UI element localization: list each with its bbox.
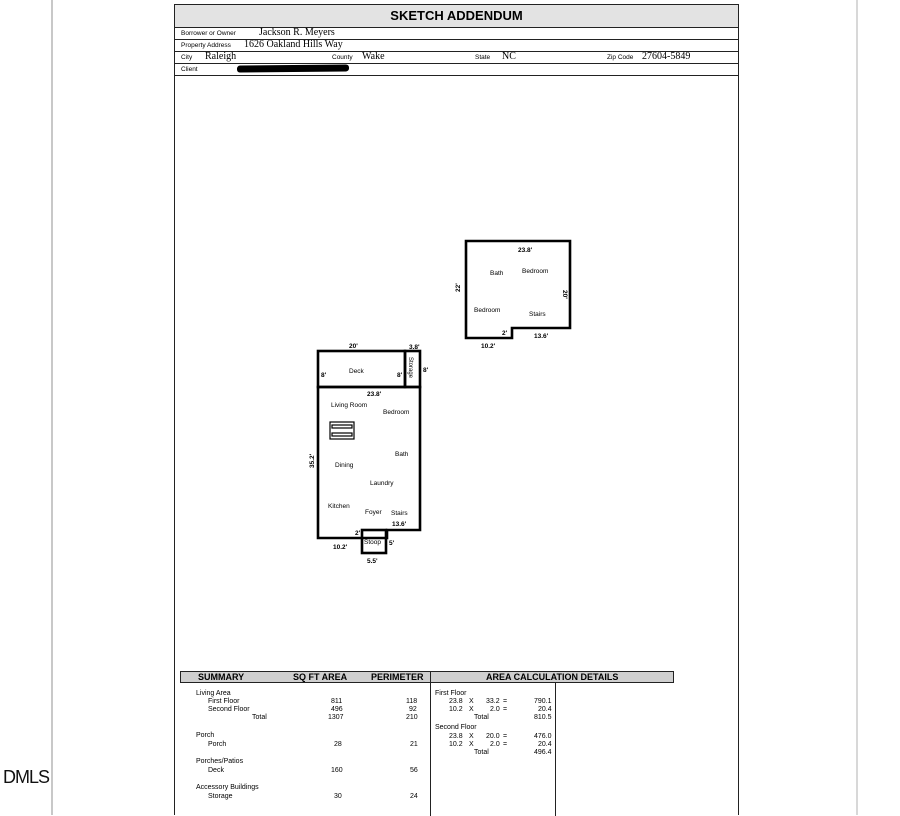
sf-row1-value: 476.0 — [534, 733, 552, 740]
ff-row1-eq: = — [503, 698, 508, 705]
total-label: Total — [252, 714, 267, 721]
floor-plan-svg — [175, 76, 737, 672]
details-divider — [555, 683, 556, 816]
page-edge-left — [51, 0, 53, 815]
address-value: 1626 Oakland Hills Way — [244, 39, 343, 50]
page-title: SKETCH ADDENDUM — [175, 5, 738, 28]
ff-total-label: Total — [474, 714, 489, 721]
county-label: County — [332, 54, 353, 61]
room-bath: Bath — [395, 451, 409, 458]
fireplace-symbol — [330, 422, 354, 439]
summary-header-bar — [180, 671, 431, 683]
details-heading: AREA CALCULATION DETAILS — [486, 672, 619, 682]
details-header-bar — [430, 671, 674, 683]
sf-row1-a: 23.8 — [449, 733, 463, 740]
deck-sqft: 160 — [331, 767, 343, 774]
sf-top-dim: 23.8' — [518, 247, 533, 254]
stoop-width-dim: 5.5' — [367, 558, 378, 565]
room-stairs: Stairs — [391, 510, 408, 517]
city-value: Raleigh — [205, 51, 237, 62]
ff-row2-b: 2.0 — [490, 706, 500, 713]
deck-label: Deck — [208, 767, 224, 774]
sf-right-dim: 20' — [561, 290, 568, 299]
second-floor-label: Second Floor — [208, 706, 250, 713]
sf-total-value: 496.4 — [534, 749, 552, 756]
patio-group: Porches/Patios — [196, 758, 244, 765]
sketch-addendum-sheet — [174, 4, 739, 815]
ff-bottom-left-dim: 10.2' — [333, 544, 348, 551]
room-kitchen: Kitchen — [328, 503, 350, 510]
deck-label: Deck — [349, 368, 364, 375]
area-summary — [180, 671, 674, 816]
zip-label: Zip Code — [607, 54, 634, 61]
address-label: Property Address — [181, 42, 231, 49]
storage-width-dim: 3.8' — [409, 344, 420, 351]
borrower-value: Jackson R. Meyers — [259, 27, 335, 38]
deck-right-dim: 8' — [397, 372, 403, 379]
second-floor-outline — [466, 241, 570, 338]
ff-notch-dim: 2' — [355, 530, 361, 537]
sf-row2-x: X — [469, 741, 474, 748]
summary-heading: SUMMARY — [198, 672, 245, 682]
deck-width-dim: 20' — [349, 343, 358, 350]
room-foyer: Foyer — [365, 509, 382, 516]
state-value: NC — [502, 51, 516, 62]
county-value: Wake — [362, 51, 385, 62]
ff-row1-x: X — [469, 698, 474, 705]
deck-left-dim: 8' — [321, 372, 327, 379]
room-dining: Dining — [335, 462, 354, 469]
accessory-group: Accessory Buildings — [196, 784, 259, 791]
sf-row1-eq: = — [503, 733, 508, 740]
ff-row2-x: X — [469, 706, 474, 713]
living-area-group: Living Area — [196, 690, 231, 697]
ff-row2-a: 10.2 — [449, 706, 463, 713]
deck-perimeter: 56 — [410, 767, 418, 774]
second-floor-sqft: 496 — [331, 706, 343, 713]
second-floor-perimeter: 92 — [409, 706, 417, 713]
first-floor-label: First Floor — [208, 698, 240, 705]
storage-sqft: 30 — [334, 793, 342, 800]
total-sqft: 1307 — [328, 714, 344, 721]
ff-row1-value: 790.1 — [534, 698, 552, 705]
client-label: Client — [181, 66, 198, 73]
stoop-label: Stoop — [364, 539, 381, 546]
sf-row2-value: 20.4 — [538, 741, 552, 748]
storage-label: Storage — [208, 793, 233, 800]
storage-label: Storage — [407, 357, 413, 379]
sf-room-bedroom-2: Bedroom — [474, 307, 501, 314]
room-bedroom: Bedroom — [383, 409, 410, 416]
porch-sqft: 28 — [334, 741, 342, 748]
sf-row2-eq: = — [503, 741, 508, 748]
room-laundry: Laundry — [370, 480, 394, 487]
ff-row1-b: 33.2 — [486, 698, 500, 705]
porch-perimeter: 21 — [410, 741, 418, 748]
sf-bottom-left-dim: 10.2' — [481, 343, 496, 350]
dmls-watermark: DMLS — [3, 767, 50, 787]
room-living: Living Room — [331, 402, 368, 409]
storage-right-dim: 8' — [423, 367, 429, 374]
stoop-side-dim: 5' — [389, 540, 395, 547]
ff-total-value: 810.5 — [534, 714, 552, 721]
redaction-mark — [237, 64, 349, 72]
storage-perimeter: 24 — [410, 793, 418, 800]
sf-row2-b: 2.0 — [490, 741, 500, 748]
state-label: State — [475, 54, 491, 61]
ff-bottom-right-dim: 13.6' — [392, 521, 407, 528]
sf-left-dim: 22' — [455, 283, 462, 292]
ff-top-dim: 23.8' — [367, 391, 382, 398]
ff-row2-value: 20.4 — [538, 706, 552, 713]
sf-room-bedroom-1: Bedroom — [522, 268, 549, 275]
sf-bottom-right-dim: 13.6' — [534, 333, 549, 340]
sf-room-bath: Bath — [490, 270, 504, 277]
first-floor-perimeter: 118 — [406, 698, 418, 705]
summary-divider — [430, 683, 431, 816]
ff-row1-a: 23.8 — [449, 698, 463, 705]
borrower-label: Borrower or Owner — [181, 30, 236, 37]
first-floor-sqft: 811 — [331, 698, 343, 705]
sf-row1-b: 20.0 — [486, 733, 500, 740]
sf-notch-dim: 2' — [502, 330, 508, 337]
ff-row2-eq: = — [503, 706, 508, 713]
sf-row2-a: 10.2 — [449, 741, 463, 748]
sf-total-label: Total — [474, 749, 489, 756]
ff-details-label: First Floor — [435, 690, 467, 697]
sf-row1-x: X — [469, 733, 474, 740]
sqft-heading: SQ FT AREA — [293, 672, 348, 682]
zip-value: 27604-5849 — [642, 51, 691, 62]
ff-left-dim: 35.2' — [309, 453, 316, 468]
city-label: City — [181, 54, 193, 61]
sf-details-label: Second Floor — [435, 724, 477, 731]
sf-room-stairs: Stairs — [529, 311, 546, 318]
perimeter-heading: PERIMETER — [371, 672, 424, 682]
porch-group: Porch — [196, 732, 215, 739]
floor-plan-sketch — [175, 75, 738, 672]
porch-label: Porch — [208, 741, 227, 748]
page-edge-right — [856, 0, 858, 815]
total-perimeter: 210 — [406, 714, 418, 721]
